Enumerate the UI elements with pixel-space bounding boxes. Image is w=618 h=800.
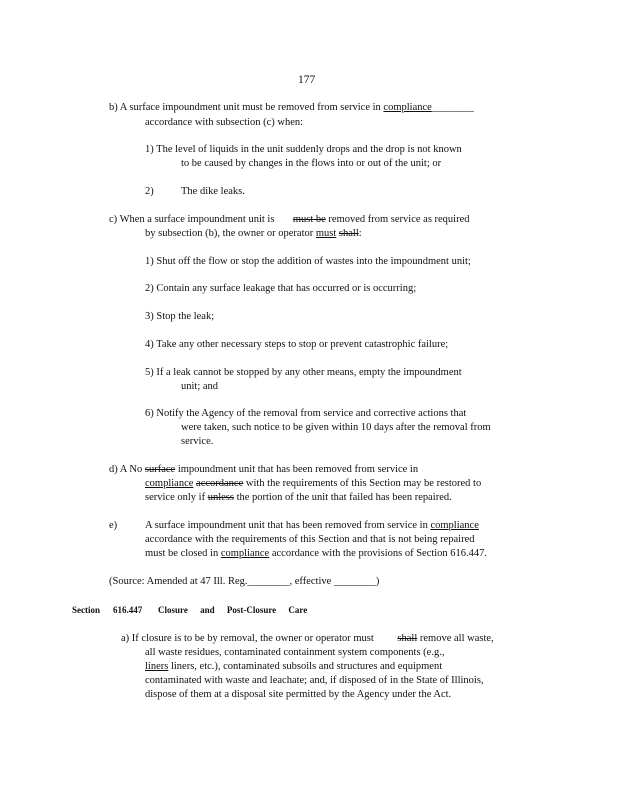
- text-run: with the requirements of this Section may be restored to: [245, 478, 482, 489]
- source-note: [109, 575, 379, 588]
- text-run: b) A surface impoundment unit must be removed from service in: [109, 102, 381, 113]
- struck-text: shall: [397, 633, 418, 644]
- text-run: must be closed in: [145, 548, 219, 559]
- paragraph-line: [145, 519, 479, 532]
- list-item-cont: to be caused by changes in the flows into or out of the unit; or: [181, 158, 442, 169]
- text-run: the portion of the unit that failed has been repaired.: [236, 492, 452, 503]
- paragraph-line: [121, 632, 494, 645]
- struck-text: surface: [144, 464, 176, 475]
- paragraph-line: all waste residues, contaminated containment system components (e.g.,: [145, 647, 445, 658]
- section-number: 616.447: [113, 605, 143, 615]
- struck-text: must be: [292, 214, 326, 225]
- paragraph-line: [145, 491, 452, 504]
- inserted-text: compliance: [145, 478, 194, 489]
- paragraph-line: dispose of them at a disposal site permitted by the Agency under the Act.: [145, 689, 452, 700]
- inserted-text: compliance: [430, 520, 479, 531]
- list-item: 4) Take any other necessary steps to stop or prevent catastrophic failure;: [145, 339, 449, 350]
- text-run: a) If closure is to be by removal, the owner or operator must: [121, 633, 374, 644]
- list-item-cont: service.: [181, 436, 214, 447]
- struck-text: unless: [207, 492, 234, 503]
- blank-line: ________: [247, 576, 290, 587]
- text-run: A surface impoundment unit that has been removed from service in: [145, 520, 428, 531]
- text-run: remove all waste,: [419, 633, 494, 644]
- text-run: d) A No: [109, 464, 143, 475]
- text-run: :: [358, 228, 362, 239]
- section-label: Section: [72, 605, 100, 615]
- paragraph-line: accordance with the requirements of this Section and that is not being repaired: [145, 534, 475, 545]
- text-run: , effective: [289, 576, 332, 587]
- paragraph-line: accordance with subsection (c) when:: [145, 117, 304, 128]
- text-run: liners, etc.), contaminated subsoils and structures and equipment: [170, 661, 443, 672]
- page-number: 177: [298, 74, 316, 86]
- list-item: [145, 185, 245, 198]
- paragraph-line: [109, 463, 418, 476]
- list-item: 3) Stop the leak;: [145, 311, 215, 322]
- text-run: by subsection (b), the owner or operator: [145, 228, 314, 239]
- text-run: impoundment unit that has been removed from service in: [177, 464, 419, 475]
- text-run: c) When a surface impoundment unit is: [109, 214, 275, 225]
- inserted-text: must: [315, 228, 337, 239]
- list-item: 5) If a leak cannot be stopped by any other means, empty the impoundment: [145, 367, 462, 378]
- text-run: accordance with the provisions of Section 616.447.: [271, 548, 488, 559]
- list-item: 1) Shut off the flow or stop the addition of wastes into the impoundment unit;: [145, 256, 471, 267]
- blank-line: ________: [333, 576, 376, 587]
- list-item: 2) Contain any surface leakage that has occurred or is occurring;: [145, 283, 417, 294]
- inserted-text: compliance: [383, 102, 432, 113]
- item-number: 2): [145, 186, 154, 197]
- list-item-cont: were taken, such notice to be given within 10 days after the removal from: [181, 422, 491, 433]
- blank-line: ________: [431, 102, 474, 113]
- section-title: Closure and Post-Closure Care: [158, 605, 308, 615]
- inserted-text: compliance: [220, 548, 270, 559]
- paragraph-line: [145, 227, 362, 240]
- list-item: 1) The level of liquids in the unit suddenly drops and the drop is not known: [145, 144, 462, 155]
- text-run: (Source: Amended at 47 Ill. Reg.: [109, 576, 248, 587]
- paragraph-line: [145, 660, 442, 673]
- item-text: The dike leaks.: [181, 186, 245, 197]
- text-run: ): [375, 576, 380, 587]
- paragraph-line: [145, 477, 481, 490]
- paragraph-line: [109, 213, 470, 226]
- inserted-text: liners: [145, 661, 169, 672]
- list-item-cont: unit; and: [181, 381, 219, 392]
- paragraph-line: [109, 101, 474, 114]
- struck-text: accordance: [196, 478, 244, 489]
- paragraph-line: [145, 547, 487, 560]
- text-run: service only if: [145, 492, 206, 503]
- struck-text: shall: [338, 228, 359, 239]
- list-item: 6) Notify the Agency of the removal from service and corrective actions that: [145, 408, 467, 419]
- text-run: removed from service as required: [328, 214, 470, 225]
- subsection-label: e): [109, 520, 118, 531]
- paragraph-line: contaminated with waste and leachate; and, if disposed of in the State of Illinois,: [145, 675, 484, 686]
